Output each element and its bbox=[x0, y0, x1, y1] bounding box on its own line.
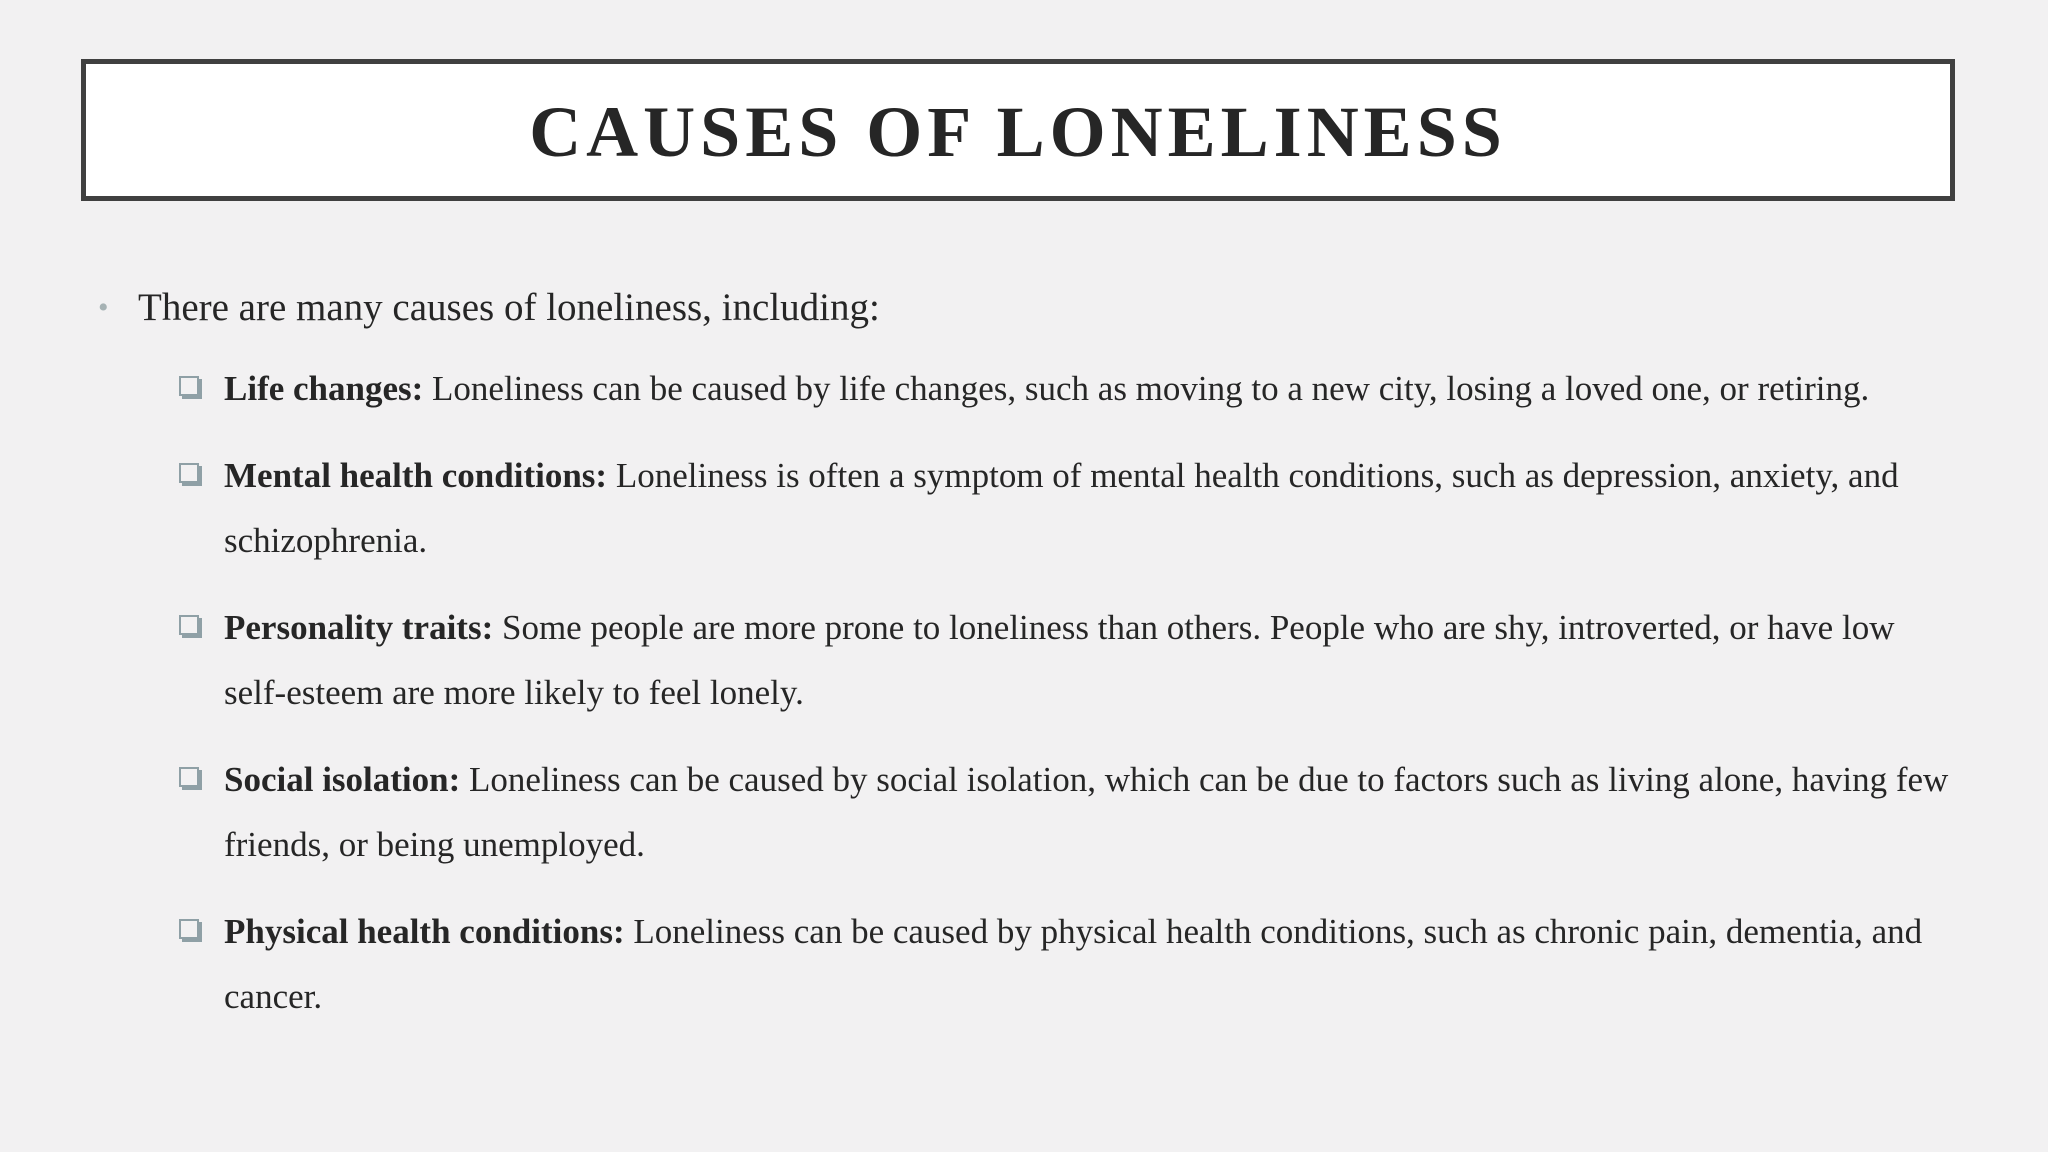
list-item bbox=[96, 356, 1956, 421]
hollow-square-bullet-icon bbox=[179, 919, 199, 939]
hollow-square-bullet-icon bbox=[179, 463, 199, 483]
list-item bbox=[96, 595, 1956, 725]
list-item bbox=[96, 747, 1956, 877]
title-box bbox=[81, 59, 1955, 201]
list-item bbox=[96, 899, 1956, 1029]
slide-title: CAUSES OF LONELINESS bbox=[529, 92, 1507, 172]
causes-list bbox=[96, 356, 1956, 1029]
intro-bullet-item bbox=[96, 282, 1956, 334]
dot-bullet-icon: • bbox=[98, 291, 109, 324]
item-text: Loneliness is often a symptom of mental health conditions, such as depression, anxiety, and schizophrenia. bbox=[224, 456, 1899, 560]
hollow-square-bullet-icon bbox=[179, 615, 199, 635]
list-item bbox=[96, 443, 1956, 573]
item-term: Life changes: bbox=[224, 369, 433, 408]
item-text: Loneliness can be caused by physical health conditions, such as chronic pain, dementia, and cancer. bbox=[224, 912, 1923, 1016]
item-text: Loneliness can be caused by life changes, such as moving to a new city, losing a loved one, or retiring. bbox=[432, 369, 1870, 408]
hollow-square-bullet-icon bbox=[179, 767, 199, 787]
hollow-square-bullet-icon bbox=[179, 376, 199, 396]
item-term: Physical health conditions: bbox=[224, 912, 634, 951]
slide-content bbox=[96, 282, 1956, 1051]
intro-text: There are many causes of loneliness, including: bbox=[138, 286, 880, 329]
item-term: Personality traits: bbox=[224, 608, 502, 647]
item-text: Loneliness can be caused by social isolation, which can be due to factors such as living alone, having few friends, or being unemployed. bbox=[224, 760, 1949, 864]
item-text: Some people are more prone to loneliness than others. People who are shy, introverted, or have low self-esteem are more likely to feel lonely. bbox=[224, 608, 1895, 712]
item-term: Social isolation: bbox=[224, 760, 470, 799]
item-term: Mental health conditions: bbox=[224, 456, 616, 495]
